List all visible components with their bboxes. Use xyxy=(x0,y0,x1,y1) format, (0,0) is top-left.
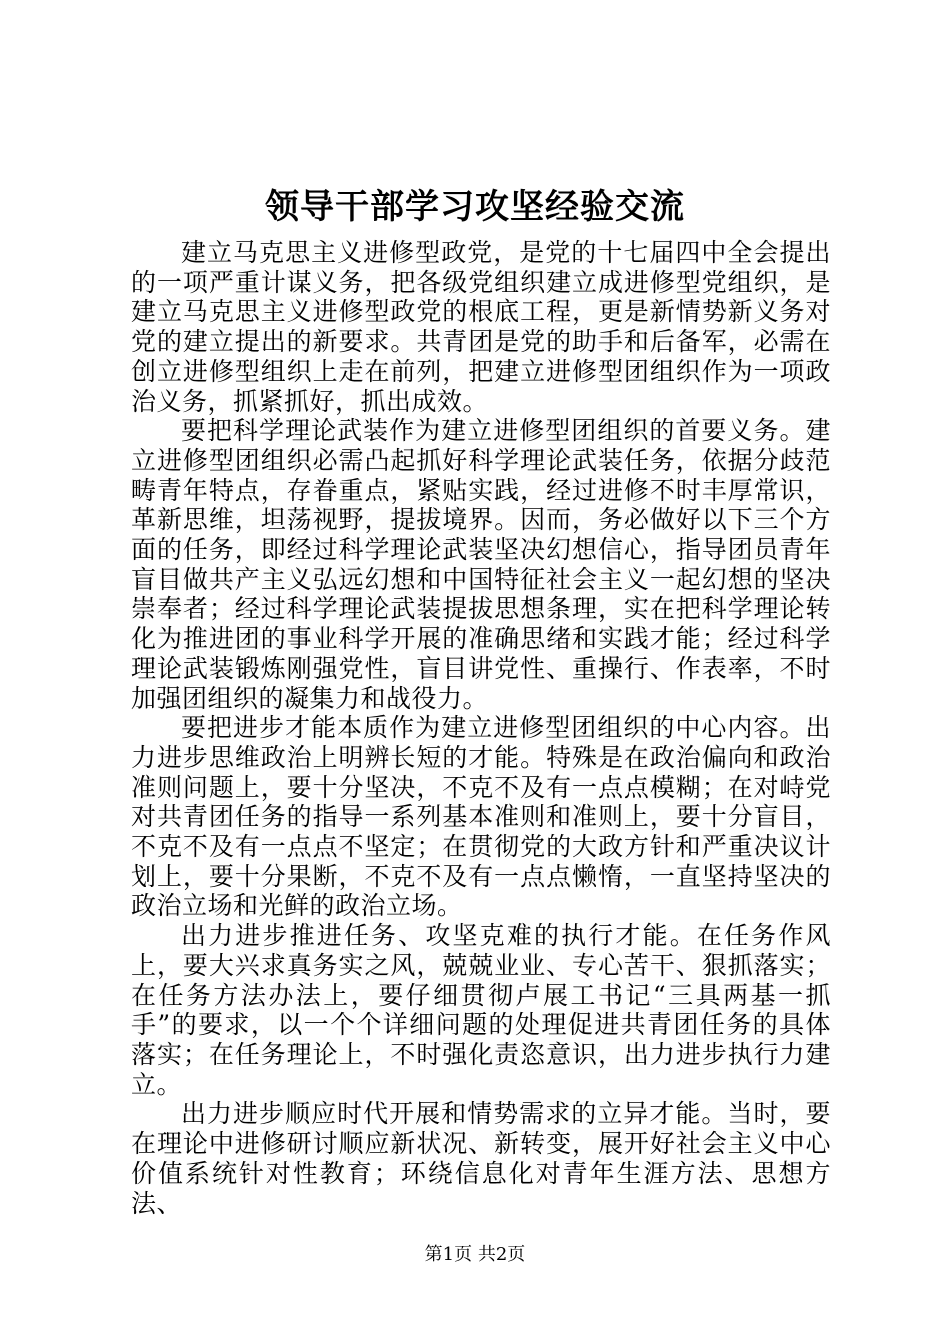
paragraph-2: 要把科学理论武装作为建立进修型团组织的首要义务。建立进修型团组织必需凸起抓好科学理论武装任务，依据分歧范畴青年特点，存眷重点，紧贴实践，经过进修不时丰厚常识，革新思维，坦荡视野，提拔境界。因而，务必做好以下三个方面的任务，即经过科学理论武装坚决幻想信心，指导团员青年盲目做共产主义弘远幻想和中国特征社会主义一起幻想的坚决崇奉者；经过科学理论武装提拔思想条理，实在把科学理论转化为推进团的事业科学开展的准确思绪和实践才能；经过科学理论武装锻炼刚强党性，盲目讲党性、重操行、作表率，不时加强团组织的凝集力和战役力。 xyxy=(131,416,831,713)
document-title: 领导干部学习攻坚经验交流 xyxy=(265,187,685,227)
paragraph-4: 出力进步推进任务、攻坚克难的执行才能。在任务作风上，要大兴求真务实之风，兢兢业业、专心苦干、狠抓落实；在任务方法办法上，要仔细贯彻卢展工书记“三具两基一抓手”的要求，以一个个详细问题的处理促进共青团任务的具体落实；在任务理论上，不时强化责恣意识，出力进步执行力建立。 xyxy=(131,921,831,1099)
paragraph-5: 出力进步顺应时代开展和情势需求的立异才能。当时，要在理论中进修研讨顺应新状况、新转变，展开好社会主义中心价值系统针对性教育；环绕信息化对青年生涯方法、思想方法、 xyxy=(131,1099,831,1218)
page-number-footer: 第1页 共2页 xyxy=(424,1244,526,1265)
paragraph-1: 建立马克思主义进修型政党，是党的十七届四中全会提出的一项严重计谋义务，把各级党组织建立成进修型党组织，是建立马克思主义进修型政党的根底工程，更是新情势新义务对党的建立提出的新要求。共青团是党的助手和后备军，必需在创立进修型组织上走在前列，把建立进修型团组织作为一项政治义务，抓紧抓好，抓出成效。 xyxy=(131,238,831,416)
document-body xyxy=(131,238,831,1218)
paragraph-3: 要把进步才能本质作为建立进修型团组织的中心内容。出力进步思维政治上明辨长短的才能。特殊是在政治偏向和政治准则问题上，要十分坚决，不克不及有一点点模糊；在对峙党对共青团任务的指导一系列基本准则和准则上，要十分盲目，不克不及有一点点不坚定；在贯彻党的大政方针和严重决议计划上，要十分果断，不克不及有一点点懒惰，一直坚持坚决的政治立场和光鲜的政治立场。 xyxy=(131,713,831,921)
